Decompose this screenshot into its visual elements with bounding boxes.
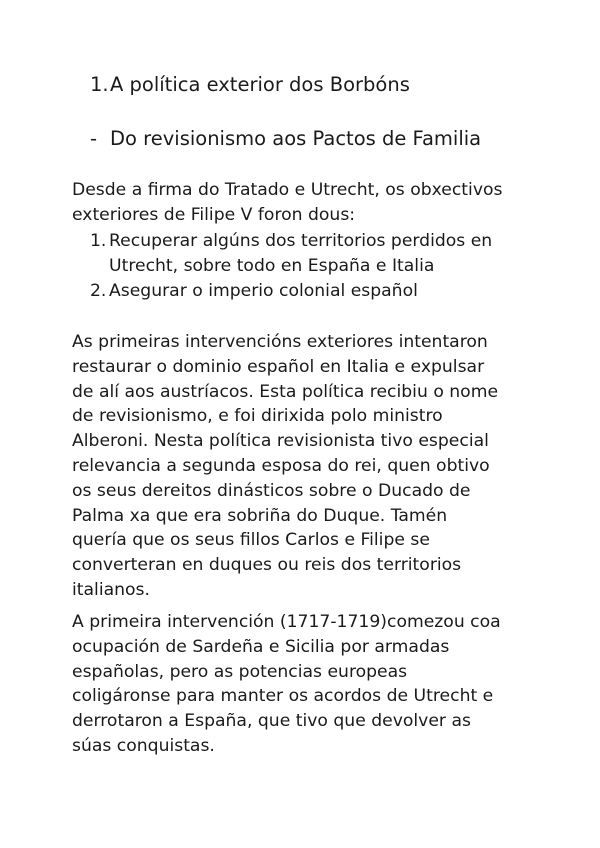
text-line: quería que os seus fillos Carlos e Filipe se — [72, 530, 430, 551]
list-item — [90, 229, 550, 254]
text-line: os seus dereitos dinásticos sobre o Ducado de — [72, 480, 471, 501]
text-line: italianos. — [72, 579, 150, 600]
text-line: Desde a firma do Tratado e Utrecht, os obxectivos — [72, 180, 503, 200]
goals-list — [90, 229, 550, 303]
list-item-text: Recuperar algúns dos territorios perdidos en — [109, 231, 493, 251]
text-line: restaurar o dominio español en Italia e expulsar — [72, 356, 485, 377]
text-line: relevancia a segunda esposa do rei, quen obtivo — [72, 455, 490, 476]
text-line: As primeiras intervencións exteriores intentaron — [72, 332, 488, 352]
list-item-continuation: Utrecht, sobre todo en España e Italia — [109, 255, 435, 276]
text-line: derrotaron a España, que tivo que devolver as — [72, 711, 471, 732]
text-line: de revisionismo, e foi dirixida polo ministro — [72, 406, 443, 427]
text-line: españolas, pero as potencias europeas — [72, 661, 408, 682]
subheading-text: Do revisionismo aos Pactos de Familia — [110, 127, 482, 150]
subsection-heading — [90, 127, 481, 151]
heading-number: 1. — [90, 73, 109, 96]
subheading-dash: - — [90, 127, 98, 150]
text-line: converteran en duques ou reis dos territorios — [72, 555, 462, 576]
list-item-number: 2. — [90, 280, 107, 301]
intro-paragraph — [72, 178, 532, 228]
list-item-number: 1. — [90, 231, 107, 251]
body-paragraph — [72, 330, 532, 603]
list-item-text: Asegurar o imperio colonial español — [109, 280, 418, 301]
heading-text: A política exterior dos Borbóns — [110, 73, 410, 96]
text-line: ocupación de Sardeña e Sicilia por armadas — [72, 636, 450, 657]
body-paragraph — [72, 610, 532, 759]
text-line: súas conquistas. — [72, 735, 215, 756]
text-line: Alberoni. Nesta política revisionista tivo especial — [72, 431, 489, 452]
section-heading — [90, 73, 410, 97]
text-line: Palma xa que era sobriña do Duque. Tamén — [72, 505, 448, 526]
text-line: A primeira intervención (1717-1719)comezou coa — [72, 612, 501, 632]
text-line: de alí aos austríacos. Esta política recibiu o nome — [72, 381, 499, 402]
list-item — [90, 279, 550, 304]
text-line: exteriores de Filipe V foron dous: — [72, 204, 356, 225]
text-line: coligáronse para manter os acordos de Utrecht e — [72, 686, 494, 707]
